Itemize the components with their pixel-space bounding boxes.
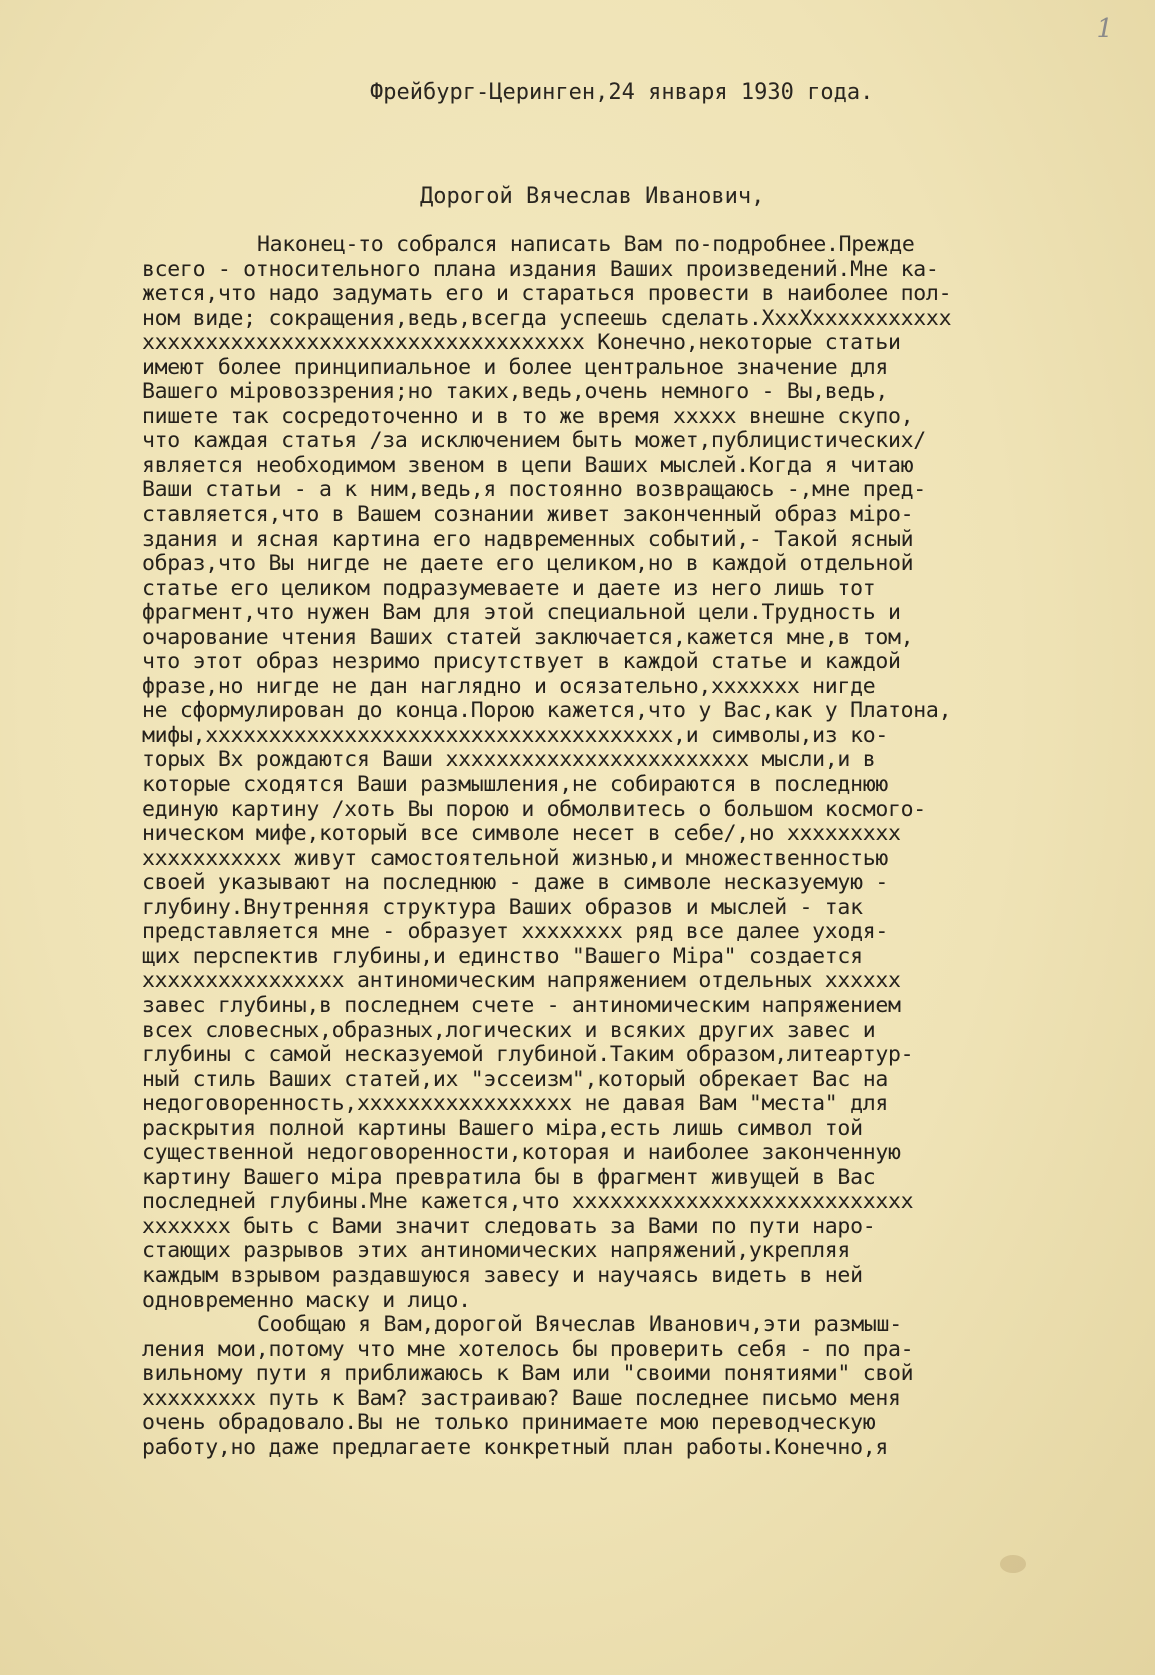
text-line: которые сходятся Ваши размышления,не собираются в последнюю (142, 772, 889, 798)
letter-body (142, 233, 1142, 1460)
text-line: ный стиль Ваших статей,их "эссеизм",который обрекает Вас на (142, 1066, 889, 1092)
text-line: образ,что Вы нигде не даете его целиком,но в каждой отдельной (142, 551, 914, 577)
text-line: глубину.Внутренняя структура Ваших образов и мыслей - так (142, 894, 863, 920)
text-line: каждым взрывом раздавшуюся завесу и научаясь видеть в ней (142, 1262, 863, 1288)
text-line: единую картину /хоть Вы порою и обмолвитесь о большом космого- (142, 796, 926, 822)
text-line: последней глубины.Мне кажется,что ххххххххххххххххххххххххххх (142, 1189, 914, 1215)
text-line: что этот образ незримо присутствует в каждой статье и каждой (142, 649, 901, 675)
text-line: является необходимом звеном в цепи Ваших мыслей.Когда я читаю (142, 452, 914, 478)
text-line: здания и ясная картина его надвременных событий,- Такой ясный (142, 526, 914, 552)
text-line: ном виде; сокращения,ведь,всегда успеешь сделать.ХххХххххххххххх (142, 305, 952, 331)
text-line: Наконец-то собрался написать Вам по-подробнее.Прежде (257, 232, 915, 257)
text-line: очарование чтения Ваших статей заключается,кажется мне,в том, (142, 624, 914, 650)
greeting: Дорогой Вячеслав Иванович, (420, 184, 765, 209)
text-line: работу,но даже предлагаете конкретный план работы.Конечно,я (142, 1434, 889, 1460)
text-line: Сообщаю я Вам,дорогой Вячеслав Иванович,эти размыш- (257, 1312, 902, 1338)
text-line: фразе,но нигде не дан наглядно и осязательно,ххххххх нигде (142, 673, 876, 699)
text-line: вильному пути я приближаюсь к Вам или "своими понятиями" свой (142, 1361, 914, 1387)
text-line: своей указывают на последнюю - даже в символе несказуемую - (142, 870, 889, 896)
text-line: не сформулирован до конца.Порою кажется,что у Вас,как у Платона, (142, 698, 952, 724)
text-line: Вашего міровоззрения;но таких,ведь,очень немного - Вы,ведь, (142, 379, 889, 405)
text-line: картину Вашего міра превратила бы в фрагмент живущей в Вас (142, 1164, 876, 1190)
text-line: фрагмент,что нужен Вам для этой специальной цели.Трудность и (142, 600, 901, 626)
text-line: представляется мне - образует хххххххх ряд все далее уходя- (142, 919, 889, 945)
text-line: ставляется,что в Вашем сознании живет законченный образ міро- (142, 502, 914, 528)
text-line: ххххххххххх живут самостоятельной жизнью,и множественностью (142, 845, 889, 871)
text-line: ххххххххх путь к Вам? застраиваю? Ваше последнее письмо меня (142, 1385, 901, 1411)
text-line: существенной недоговоренности,которая и наиболее законченную (142, 1140, 901, 1166)
text-line: торых Вх рождаются Ваши хххххххххххххххххххххххх мысли,и в (142, 747, 876, 773)
text-line: жется,что надо задумать его и стараться провести в наиболее пол- (142, 281, 952, 307)
text-line: глубины с самой несказуемой глубиной.Таким образом,литеартур- (142, 1042, 914, 1068)
text-line: ническом мифе,который все символе несет в себе/,но ххххххххх (142, 821, 901, 847)
paper-stain (1000, 1555, 1026, 1573)
text-line: завес глубины,в последнем счете - антиномическим напряжением (142, 992, 901, 1018)
text-line: статье его целиком подразумеваете и даете из него лишь тот (142, 575, 876, 601)
text-line: ххххххх быть с Вами значит следовать за Вами по пути наро- (142, 1213, 876, 1239)
text-line: очень обрадовало.Вы не только принимаете мою переводческую (142, 1410, 876, 1436)
text-line: недоговоренность,ххххххххххххххххх не давая Вам "места" для (142, 1091, 889, 1117)
text-line: стающих разрывов этих антиномических напряжений,укрепляя (142, 1238, 851, 1264)
text-line: что каждая статья /за исключением быть может,публицистических/ (142, 428, 926, 454)
text-line: ления мои,потому что мне хотелось бы проверить себя - по пра- (142, 1336, 914, 1362)
text-line: мифы,ххххххххххххххххххххххххххххххххххххх,и символы,из ко- (142, 722, 889, 748)
text-line: имеют более принципиальное и более центральное значение для (142, 354, 889, 380)
text-line: раскрытия полной картины Вашего міра,есть лишь символ той (142, 1115, 863, 1141)
text-line: одновременно маску и лицо. (142, 1287, 471, 1313)
text-line: Ваши статьи - а к ним,ведь,я постоянно возвращаюсь -,мне пред- (142, 477, 926, 503)
text-line: всего - относительного плана издания Ваших произведений.Мне ка- (142, 256, 939, 282)
dateline: Фрейбург-Церинген,24 января 1930 года. (370, 80, 874, 105)
text-line: ххххххххххххххххххххххххххххххххххх Конечно,некоторые статьи (142, 330, 901, 356)
text-line: хххххххххххххххх антиномическим напряжением отдельных хххххх (142, 968, 901, 994)
text-line: пишете так сосредоточенно и в то же время ххххх внешне скупо, (142, 403, 914, 429)
page-number: 1 (1096, 14, 1113, 44)
text-line: всех словесных,образных,логических и всяких других завес и (142, 1017, 876, 1043)
text-line: щих перспектив глубины,и единство "Вашего Міра" создается (142, 943, 863, 969)
